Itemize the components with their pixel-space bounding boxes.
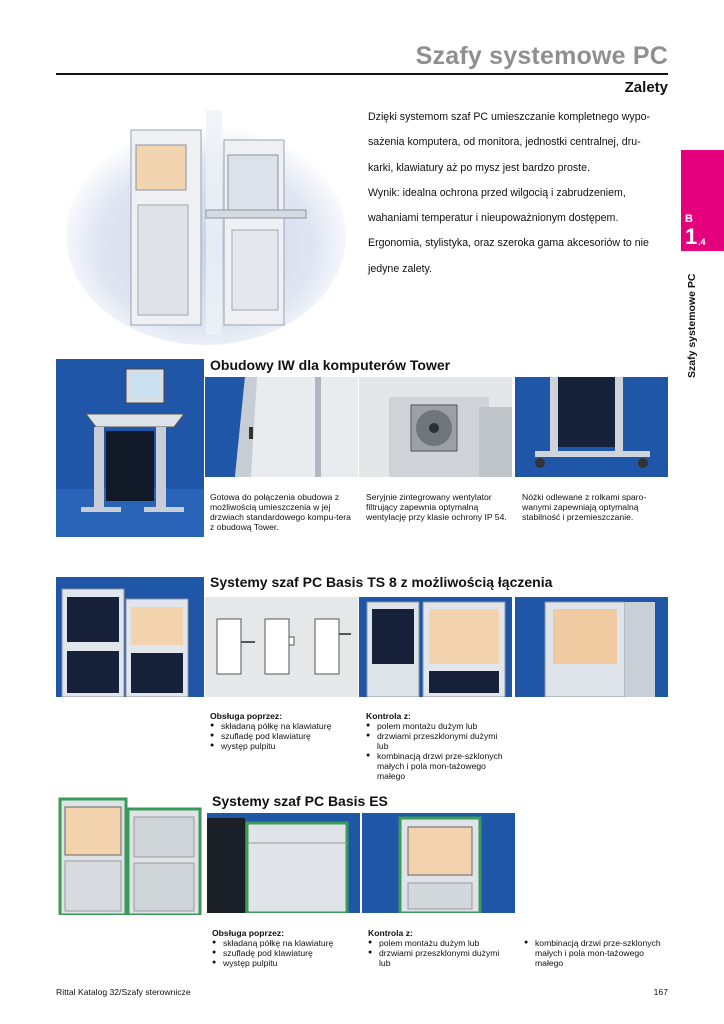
ts8-operation-block — [210, 711, 360, 751]
section-heading-iw: Obudowy IW dla komputerów Tower — [210, 357, 451, 373]
caption-iw-casters: Nóżki odlewane z rolkami sparo-wanymi zapewniają optymalną stabilność i przemieszczanie. — [522, 492, 647, 522]
intro-line: jedyne zalety. — [368, 262, 432, 275]
section-heading-es: Systemy szaf PC Basis ES — [212, 793, 388, 809]
es-control-list — [368, 938, 508, 968]
list-item: ● polem montażu dużym lub — [366, 721, 506, 731]
list-item: ● występ pulpitu — [212, 958, 362, 968]
es-control-title — [368, 928, 508, 938]
intro-line: sażenia komputera, od monitora, jednostki centralnej, dru- — [368, 136, 641, 149]
caption-iw-door: Gotowa do połączenia obudowa z możliwością umieszczenia w jej drzwiach standardowego kompu-tera z obudową Tower. — [210, 492, 351, 532]
footer-page-number: 167 — [653, 987, 668, 997]
es-control-extra-block — [524, 938, 664, 968]
chapter-vertical-label: Szafy systemowe PC — [686, 273, 698, 378]
iw-casters-photo — [515, 377, 668, 477]
ts8-cabinets-photo — [56, 577, 204, 697]
list-item: ● polem montażu dużym lub — [368, 938, 508, 948]
list-item: ● kombinacją drzwi prze-szklonych małych i pola mon-tażowego małego — [366, 751, 506, 781]
iw-door-photo — [205, 377, 358, 477]
intro-line: wahaniami temperatur i nieupoważnionym dostępem. — [368, 212, 619, 225]
iw-fan-photo — [359, 377, 512, 477]
chapter-number: 1 — [685, 224, 698, 249]
list-item: ● składaną półkę na klawiaturę — [212, 938, 362, 948]
ts8-control-list — [366, 721, 506, 781]
chapter-subnumber: .4 — [698, 237, 706, 247]
ts8-cabinet-open-photo — [359, 597, 512, 697]
es-cabinets-photo — [56, 795, 204, 915]
es-operation-block — [212, 928, 362, 968]
list-item: ● szufladę pod klawiaturę — [210, 731, 360, 741]
es-operation-list — [212, 938, 362, 968]
ts8-diagrams — [205, 597, 358, 697]
es-operation-title — [212, 928, 362, 938]
es-operation-title-text: Obsługa poprzez: — [212, 928, 285, 938]
es-control-extra-list — [524, 938, 664, 968]
ts8-cabinet-glass-photo — [515, 597, 668, 697]
ts8-operation-title-text: Obsługa poprzez: — [210, 711, 283, 721]
intro-line: Wynik: idealna ochrona przed wilgocią i zabrudzeniem, — [368, 186, 626, 199]
hero-image — [56, 105, 356, 345]
header-rule — [56, 73, 668, 75]
section-heading-ts8: Systemy szaf PC Basis TS 8 z możliwością łączenia — [210, 574, 553, 590]
es-cabinet-side-photo — [207, 813, 360, 913]
es-control-title-text: Kontrola z: — [368, 928, 413, 938]
list-item: ● drzwiami przeszklonymi dużymi lub — [366, 731, 506, 751]
chapter-tab — [681, 150, 724, 251]
list-item: ● występ pulpitu — [210, 741, 360, 751]
page-title: Szafy systemowe PC — [415, 42, 668, 70]
ts8-operation-title — [210, 711, 360, 721]
es-control-block — [368, 928, 508, 968]
list-item: ● drzwiami przeszklonymi dużymi lub — [368, 948, 508, 968]
ts8-control-title-text: Kontrola z: — [366, 711, 411, 721]
iw-workstation-photo — [56, 359, 204, 537]
intro-line: Ergonomia, stylistyka, oraz szeroka gama akcesoriów to nie — [368, 237, 649, 250]
es-cabinet-glass-photo — [362, 813, 515, 913]
page-subtitle: Zalety — [624, 79, 668, 96]
intro-text — [368, 105, 668, 282]
footer-catalog: Rittal Katalog 32/Szafy sterownicze — [56, 987, 191, 997]
ts8-control-block — [366, 711, 506, 781]
list-item: ● kombinacją drzwi prze-szklonych małych i pola mon-tażowego małego — [524, 938, 664, 968]
list-item: ● składaną półkę na klawiaturę — [210, 721, 360, 731]
ts8-operation-list — [210, 721, 360, 751]
ts8-control-title — [366, 711, 506, 721]
list-item: ● szufladę pod klawiaturę — [212, 948, 362, 958]
caption-iw-fan: Seryjnie zintegrowany wentylator filtrujący zapewnia optymalną wentylację przy klasie ochrony IP 54. — [366, 492, 507, 522]
intro-line: karki, klawiatury aż po mysz jest bardzo proste. — [368, 161, 590, 174]
chapter-letter: B — [685, 213, 693, 225]
intro-line: Dzięki systemom szaf PC umieszczanie kompletnego wypo- — [368, 111, 651, 123]
